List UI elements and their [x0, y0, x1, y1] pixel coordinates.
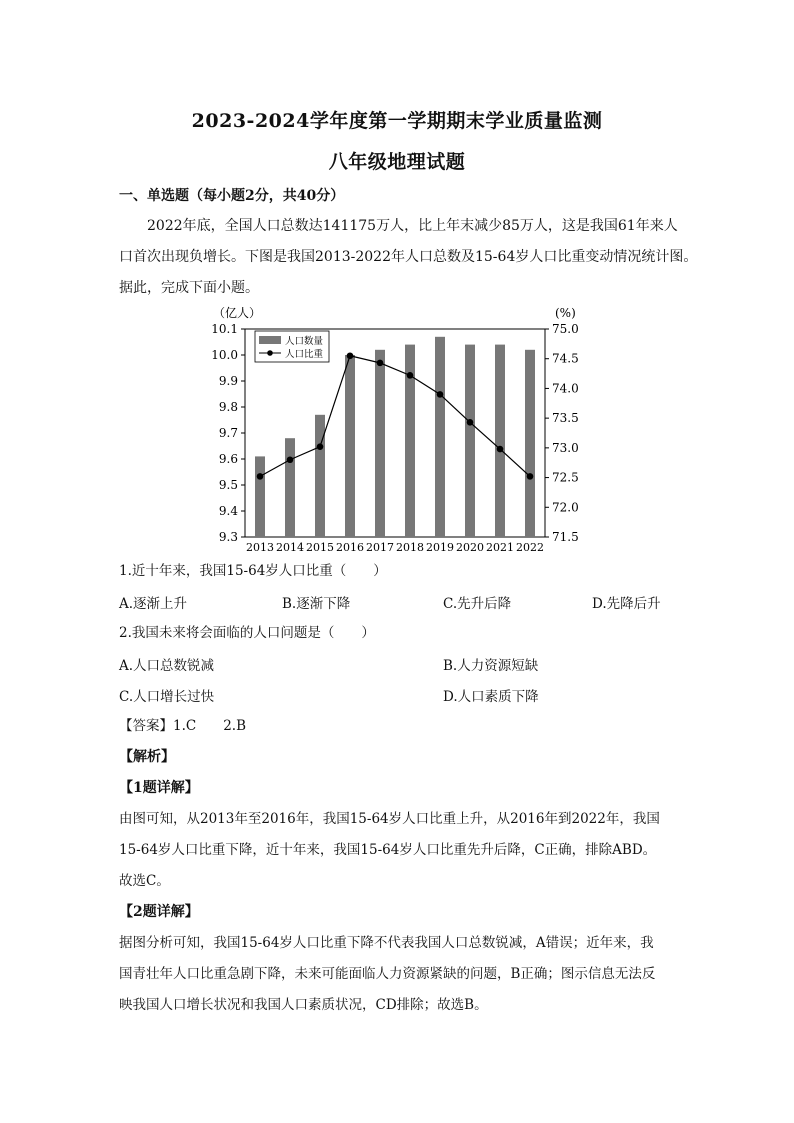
ratio-point-2017: [377, 360, 384, 367]
population-chart: [195, 300, 595, 555]
ratio-point-2014: [287, 456, 294, 463]
detail-1-heading: 【1题详解】: [119, 780, 199, 796]
q2-option-c: C.人口增长过快: [119, 689, 215, 705]
detail-1-line-1: 由图可知，从2013年至2016年，我国15-64岁人口比重上升，从2016年到2022年，我国: [119, 811, 660, 827]
left-tick-label: 9.6: [218, 452, 238, 466]
ratio-point-2015: [317, 443, 324, 450]
ratio-point-2021: [497, 446, 504, 453]
bar-2021: [495, 345, 505, 537]
question-2-stem: 2.我国未来将会面临的人口问题是（ ）: [119, 625, 375, 641]
right-tick-label: 75.0: [552, 322, 579, 336]
ratio-line: [260, 356, 530, 477]
right-tick-label: 73.5: [552, 411, 579, 426]
bar-2014: [285, 438, 295, 537]
x-tick-label: 2017: [366, 541, 394, 554]
q2-option-b: B.人力资源短缺: [443, 658, 539, 674]
left-tick-label: 10.1: [211, 322, 238, 336]
left-tick-label: 10.0: [211, 348, 238, 362]
left-tick-label: 9.3: [218, 530, 238, 544]
right-tick-label: 74.0: [552, 381, 579, 396]
bar-2022: [525, 350, 535, 537]
q1-option-d: D.先降后升: [592, 596, 661, 612]
x-tick-label: 2022: [516, 541, 544, 554]
detail-2-line-1: 据图分析可知，我国15-64岁人口比重下降不代表我国人口总数锐减，A错误；近年来，我: [119, 935, 654, 951]
x-tick-label: 2018: [396, 541, 424, 554]
ratio-point-2016: [347, 352, 354, 359]
left-tick-label: 9.9: [218, 374, 238, 388]
left-axis-label: （亿人）: [213, 306, 262, 320]
legend-line-marker: [267, 350, 273, 356]
ratio-point-2022: [527, 473, 534, 480]
bar-2019: [435, 337, 445, 537]
x-tick-label: 2019: [426, 541, 454, 554]
x-tick-label: 2021: [486, 541, 514, 554]
bar-2016: [345, 355, 355, 537]
left-tick-label: 9.5: [218, 478, 238, 492]
x-tick-label: 2015: [306, 541, 334, 554]
ratio-point-2020: [467, 419, 474, 426]
right-tick-label: 72.0: [552, 500, 579, 515]
bar-2013: [255, 456, 265, 537]
q1-option-c: C.先升后降: [443, 596, 512, 612]
q1-option-b: B.逐渐下降: [282, 596, 351, 612]
answer-key: 【答案】1.C 2.B: [119, 718, 247, 734]
detail-2-line-2: 国青壮年人口比重急剧下降，未来可能面临人力资源紧缺的问题，B正确；图示信息无法反: [119, 966, 656, 982]
intro-line-2: 口首次出现负增长。下图是我国2013-2022年人口总数及15-64岁人口比重变动情况统计图。: [119, 249, 698, 265]
page-title: 2023-2024学年度第一学期期末学业质量监测: [191, 110, 603, 132]
right-tick-label: 71.5: [552, 530, 579, 544]
detail-1-line-2: 15-64岁人口比重下降，近十年来，我国15-64岁人口比重先升后降，C正确，排除ABD。: [119, 842, 657, 858]
right-tick-label: 74.5: [552, 351, 579, 366]
ratio-point-2018: [407, 372, 414, 379]
x-tick-label: 2020: [456, 541, 484, 554]
right-tick-label: 72.5: [552, 470, 579, 485]
detail-2-heading: 【2题详解】: [119, 904, 199, 920]
x-tick-label: 2014: [276, 541, 304, 554]
left-tick-label: 9.8: [218, 400, 238, 414]
bar-2020: [465, 345, 475, 537]
ratio-point-2013: [257, 473, 264, 480]
legend-bar-swatch: [259, 336, 281, 344]
detail-1-line-3: 故选C。: [119, 873, 170, 889]
q2-option-a: A.人口总数锐减: [119, 658, 215, 674]
legend-line-label: 人口比重: [285, 349, 324, 360]
section-heading: 一、单选题（每小题2分，共40分）: [119, 188, 345, 204]
q2-option-d: D.人口素质下降: [443, 689, 539, 705]
intro-line-3: 据此，完成下面小题。: [119, 280, 259, 296]
left-tick-label: 9.4: [218, 504, 238, 518]
left-tick-label: 9.7: [218, 426, 238, 440]
intro-line-1: 2022年底，全国人口总数达141175万人，比上年末减少85万人，这是我国61年来人: [147, 218, 678, 234]
q1-option-a: A.逐渐上升: [119, 596, 188, 612]
question-1-stem: 1.近十年来，我国15-64岁人口比重（ ）: [119, 563, 387, 579]
legend-bar-label: 人口数量: [285, 336, 324, 347]
detail-2-line-3: 映我国人口增长状况和我国人口素质状况，CD排除；故选B。: [119, 997, 488, 1013]
bar-2015: [315, 415, 325, 537]
x-tick-label: 2016: [336, 541, 364, 554]
ratio-point-2019: [437, 391, 444, 398]
right-tick-label: 73.0: [552, 440, 579, 455]
analysis-heading: 【解析】: [119, 749, 175, 765]
bar-2017: [375, 350, 385, 537]
page-subtitle: 八年级地理试题: [328, 151, 466, 173]
right-axis-label: (%): [555, 306, 576, 320]
x-tick-label: 2013: [246, 541, 274, 554]
